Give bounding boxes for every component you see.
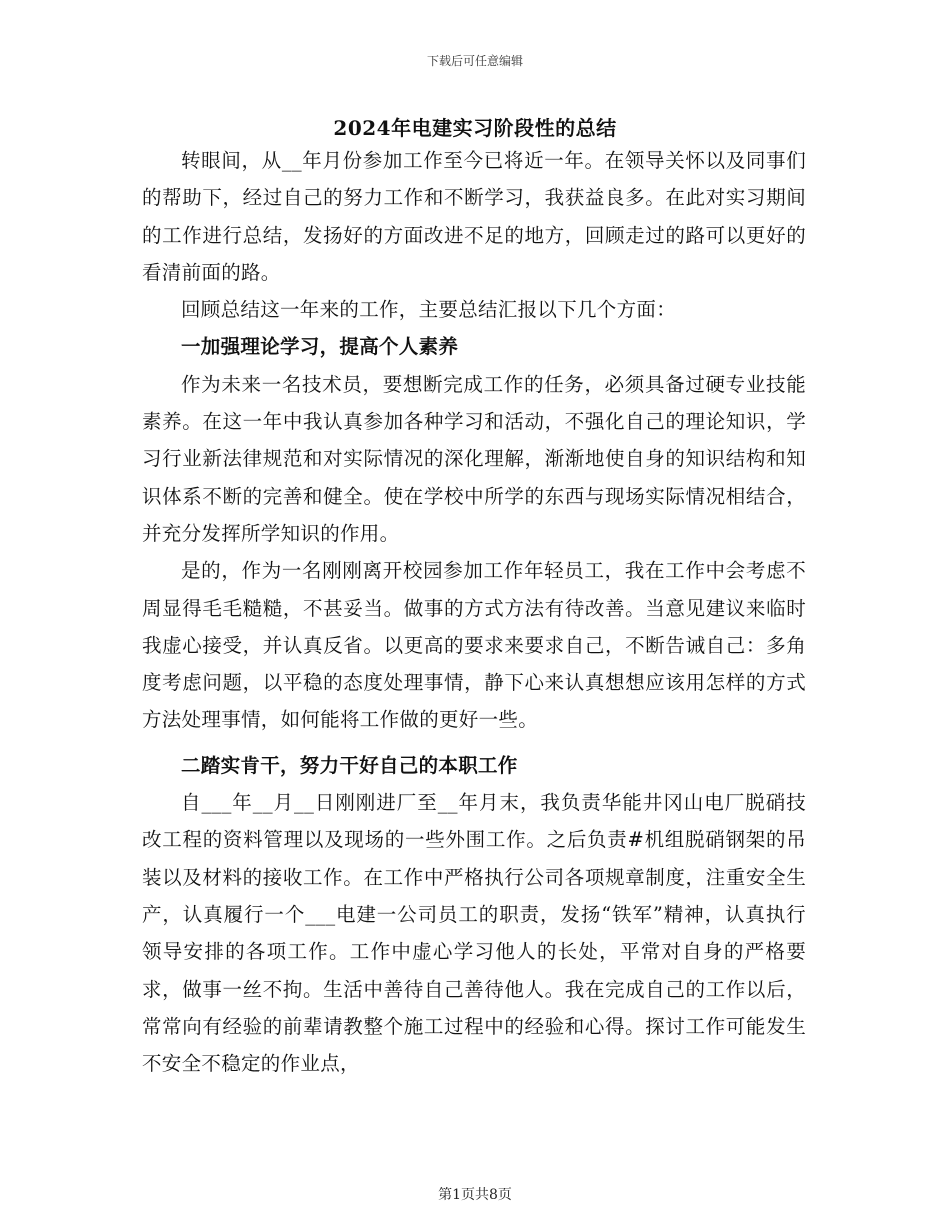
paragraph-intro: 转眼间，从__年月份参加工作至今已将近一年。在领导关怀以及同事们的帮助下，经过自己的努力工作和不断学习，我获益良多。在此对实习期间的工作进行总结，发扬好的方面改进不足的地方，回顾走过的路可以更好的看清前面的路。 — [142, 149, 806, 284]
document-title: 2024年电建实习阶段性的总结 — [333, 116, 617, 140]
document-body — [142, 142, 806, 1082]
page-header-note: 下载后可任意编辑 — [426, 54, 523, 68]
section-heading-2: 二踏实肯干，努力干好自己的本职工作 — [181, 753, 518, 777]
paragraph-summary-lead: 回顾总结这一年来的工作，主要总结汇报以下几个方面： — [181, 298, 677, 322]
paragraph-theory-study: 作为未来一名技术员，要想断完成工作的任务，必须具备过硬专业技能素养。在这一年中我认真参加各种学习和活动，不强化自己的理论知识，学习行业新法律规范和对实际情况的深化理解，渐渐地使自身的知识结构和知识体系不断的完善和健全。使在学校中所学的东西与现场实际情况相结合，并充分发挥所学知识的作用。 — [142, 372, 806, 545]
page-number: 第1页共8页 — [438, 1187, 512, 1203]
paragraph-job-duties: 自___年__月__日刚刚进厂至__年月末，我负责华能井冈山电厂脱硝技改工程的资料管理以及现场的一些外围工作。之后负责#机组脱硝钢架的吊装以及材料的接收工作。在工作中严格执行公司各项规章制度，注重安全生产，认真履行一个___电建一公司员工的职责，发扬“铁军”精神，认真执行领导安排的各项工作。工作中虚心学习他人的长处，平常对自身的严格要求，做事一丝不拘。生活中善待自己善待他人。我在完成自己的工作以后，常常向有经验的前辈请教整个施工过程中的经验和心得。探讨工作可能发生不安全不稳定的作业点， — [142, 791, 806, 1076]
paragraph-self-reflection: 是的，作为一名刚刚离开校园参加工作年轻员工，我在工作中会考虑不周显得毛毛糙糙，不甚妥当。做事的方式方法有待改善。当意见建议来临时我虚心接受，并认真反省。以更高的要求来要求自己，不断告诫自己：多角度考虑问题，以平稳的态度处理事情，静下心来认真想想应该用怎样的方式方法处理事情，如何能将工作做的更好一些。 — [142, 559, 806, 732]
section-heading-1: 一加强理论学习，提高个人素养 — [181, 335, 459, 359]
